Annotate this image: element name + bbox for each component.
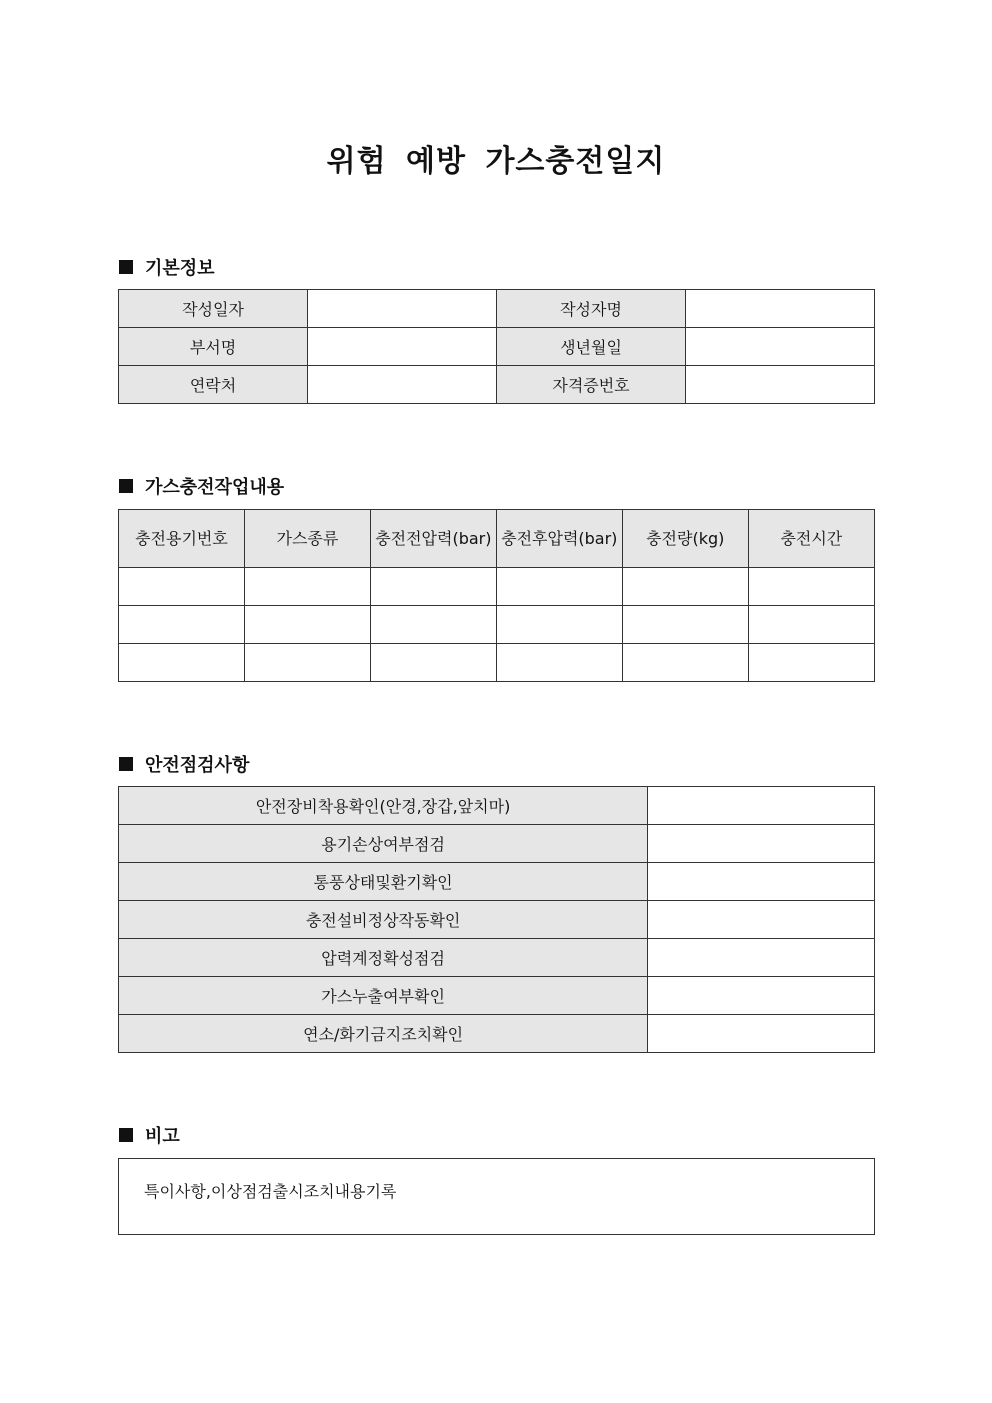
table-cell[interactable] [622,606,748,644]
input-cell-license[interactable] [686,366,875,404]
table-row [119,977,875,1015]
label-cell: 자격증번호 [497,366,686,404]
square-bullet-icon [119,479,133,493]
table-cell[interactable] [370,644,496,682]
table-row [119,863,875,901]
remarks-box[interactable] [118,1158,875,1235]
table-cell[interactable] [622,568,748,606]
check-item-value[interactable] [648,901,875,939]
remarks-heading-text: 비고 [145,1126,180,1147]
table-row [119,939,875,977]
column-header: 충전후압력(bar) [496,510,622,568]
column-header: 가스종류 [244,510,370,568]
check-item-value[interactable] [648,787,875,825]
safety-check-table [118,786,875,1053]
charging-work-heading-text: 가스충전작업내용 [145,477,285,498]
check-item-label: 가스누출여부확인 [119,977,648,1015]
table-row [119,901,875,939]
check-item-value[interactable] [648,939,875,977]
check-item-label: 연소/화기금지조치확인 [119,1015,648,1053]
check-item-label: 통풍상태및환기확인 [119,863,648,901]
check-item-value[interactable] [648,977,875,1015]
column-header: 충전용기번호 [119,510,245,568]
check-item-label: 안전장비착용확인(안경,장갑,앞치마) [119,787,648,825]
document-title: 위험 예방 가스충전일지 [326,144,666,179]
table-cell[interactable] [496,606,622,644]
check-item-value[interactable] [648,825,875,863]
table-row [119,825,875,863]
square-bullet-icon [119,757,133,771]
check-item-value[interactable] [648,863,875,901]
table-row [119,290,875,328]
input-cell-contact[interactable] [308,366,497,404]
charging-work-heading [119,473,284,499]
table-row [119,366,875,404]
check-item-label: 충전설비정상작동확인 [119,901,648,939]
table-cell[interactable] [748,568,874,606]
label-cell: 작성일자 [119,290,308,328]
square-bullet-icon [119,260,133,274]
table-cell[interactable] [748,606,874,644]
remarks-heading [119,1122,180,1148]
table-cell[interactable] [748,644,874,682]
basic-info-heading [119,254,215,280]
table-row [119,606,875,644]
check-item-label: 용기손상여부점검 [119,825,648,863]
table-cell[interactable] [244,606,370,644]
table-cell[interactable] [370,568,496,606]
safety-check-heading [119,751,249,777]
input-cell-date[interactable] [308,290,497,328]
column-header: 충전전압력(bar) [370,510,496,568]
input-cell-author[interactable] [686,290,875,328]
table-header-row [119,510,875,568]
basic-info-table [118,289,875,404]
table-row [119,787,875,825]
charging-work-table [118,509,875,682]
table-cell[interactable] [244,568,370,606]
table-row [119,328,875,366]
input-cell-birthdate[interactable] [686,328,875,366]
input-cell-department[interactable] [308,328,497,366]
table-cell[interactable] [496,568,622,606]
check-item-value[interactable] [648,1015,875,1053]
table-cell[interactable] [119,644,245,682]
table-row [119,1015,875,1053]
table-cell[interactable] [622,644,748,682]
square-bullet-icon [119,1128,133,1142]
check-item-label: 압력계정확성점검 [119,939,648,977]
column-header: 충전시간 [748,510,874,568]
table-cell[interactable] [244,644,370,682]
table-row [119,568,875,606]
table-cell[interactable] [370,606,496,644]
table-row [119,644,875,682]
label-cell: 부서명 [119,328,308,366]
table-cell[interactable] [496,644,622,682]
label-cell: 생년월일 [497,328,686,366]
remarks-text: 특이사항,이상점검출시조치내용기록 [144,1182,397,1201]
label-cell: 연락처 [119,366,308,404]
label-cell: 작성자명 [497,290,686,328]
table-cell[interactable] [119,606,245,644]
safety-check-heading-text: 안전점검사항 [145,755,250,776]
basic-info-heading-text: 기본정보 [145,258,215,279]
column-header: 충전량(kg) [622,510,748,568]
table-cell[interactable] [119,568,245,606]
